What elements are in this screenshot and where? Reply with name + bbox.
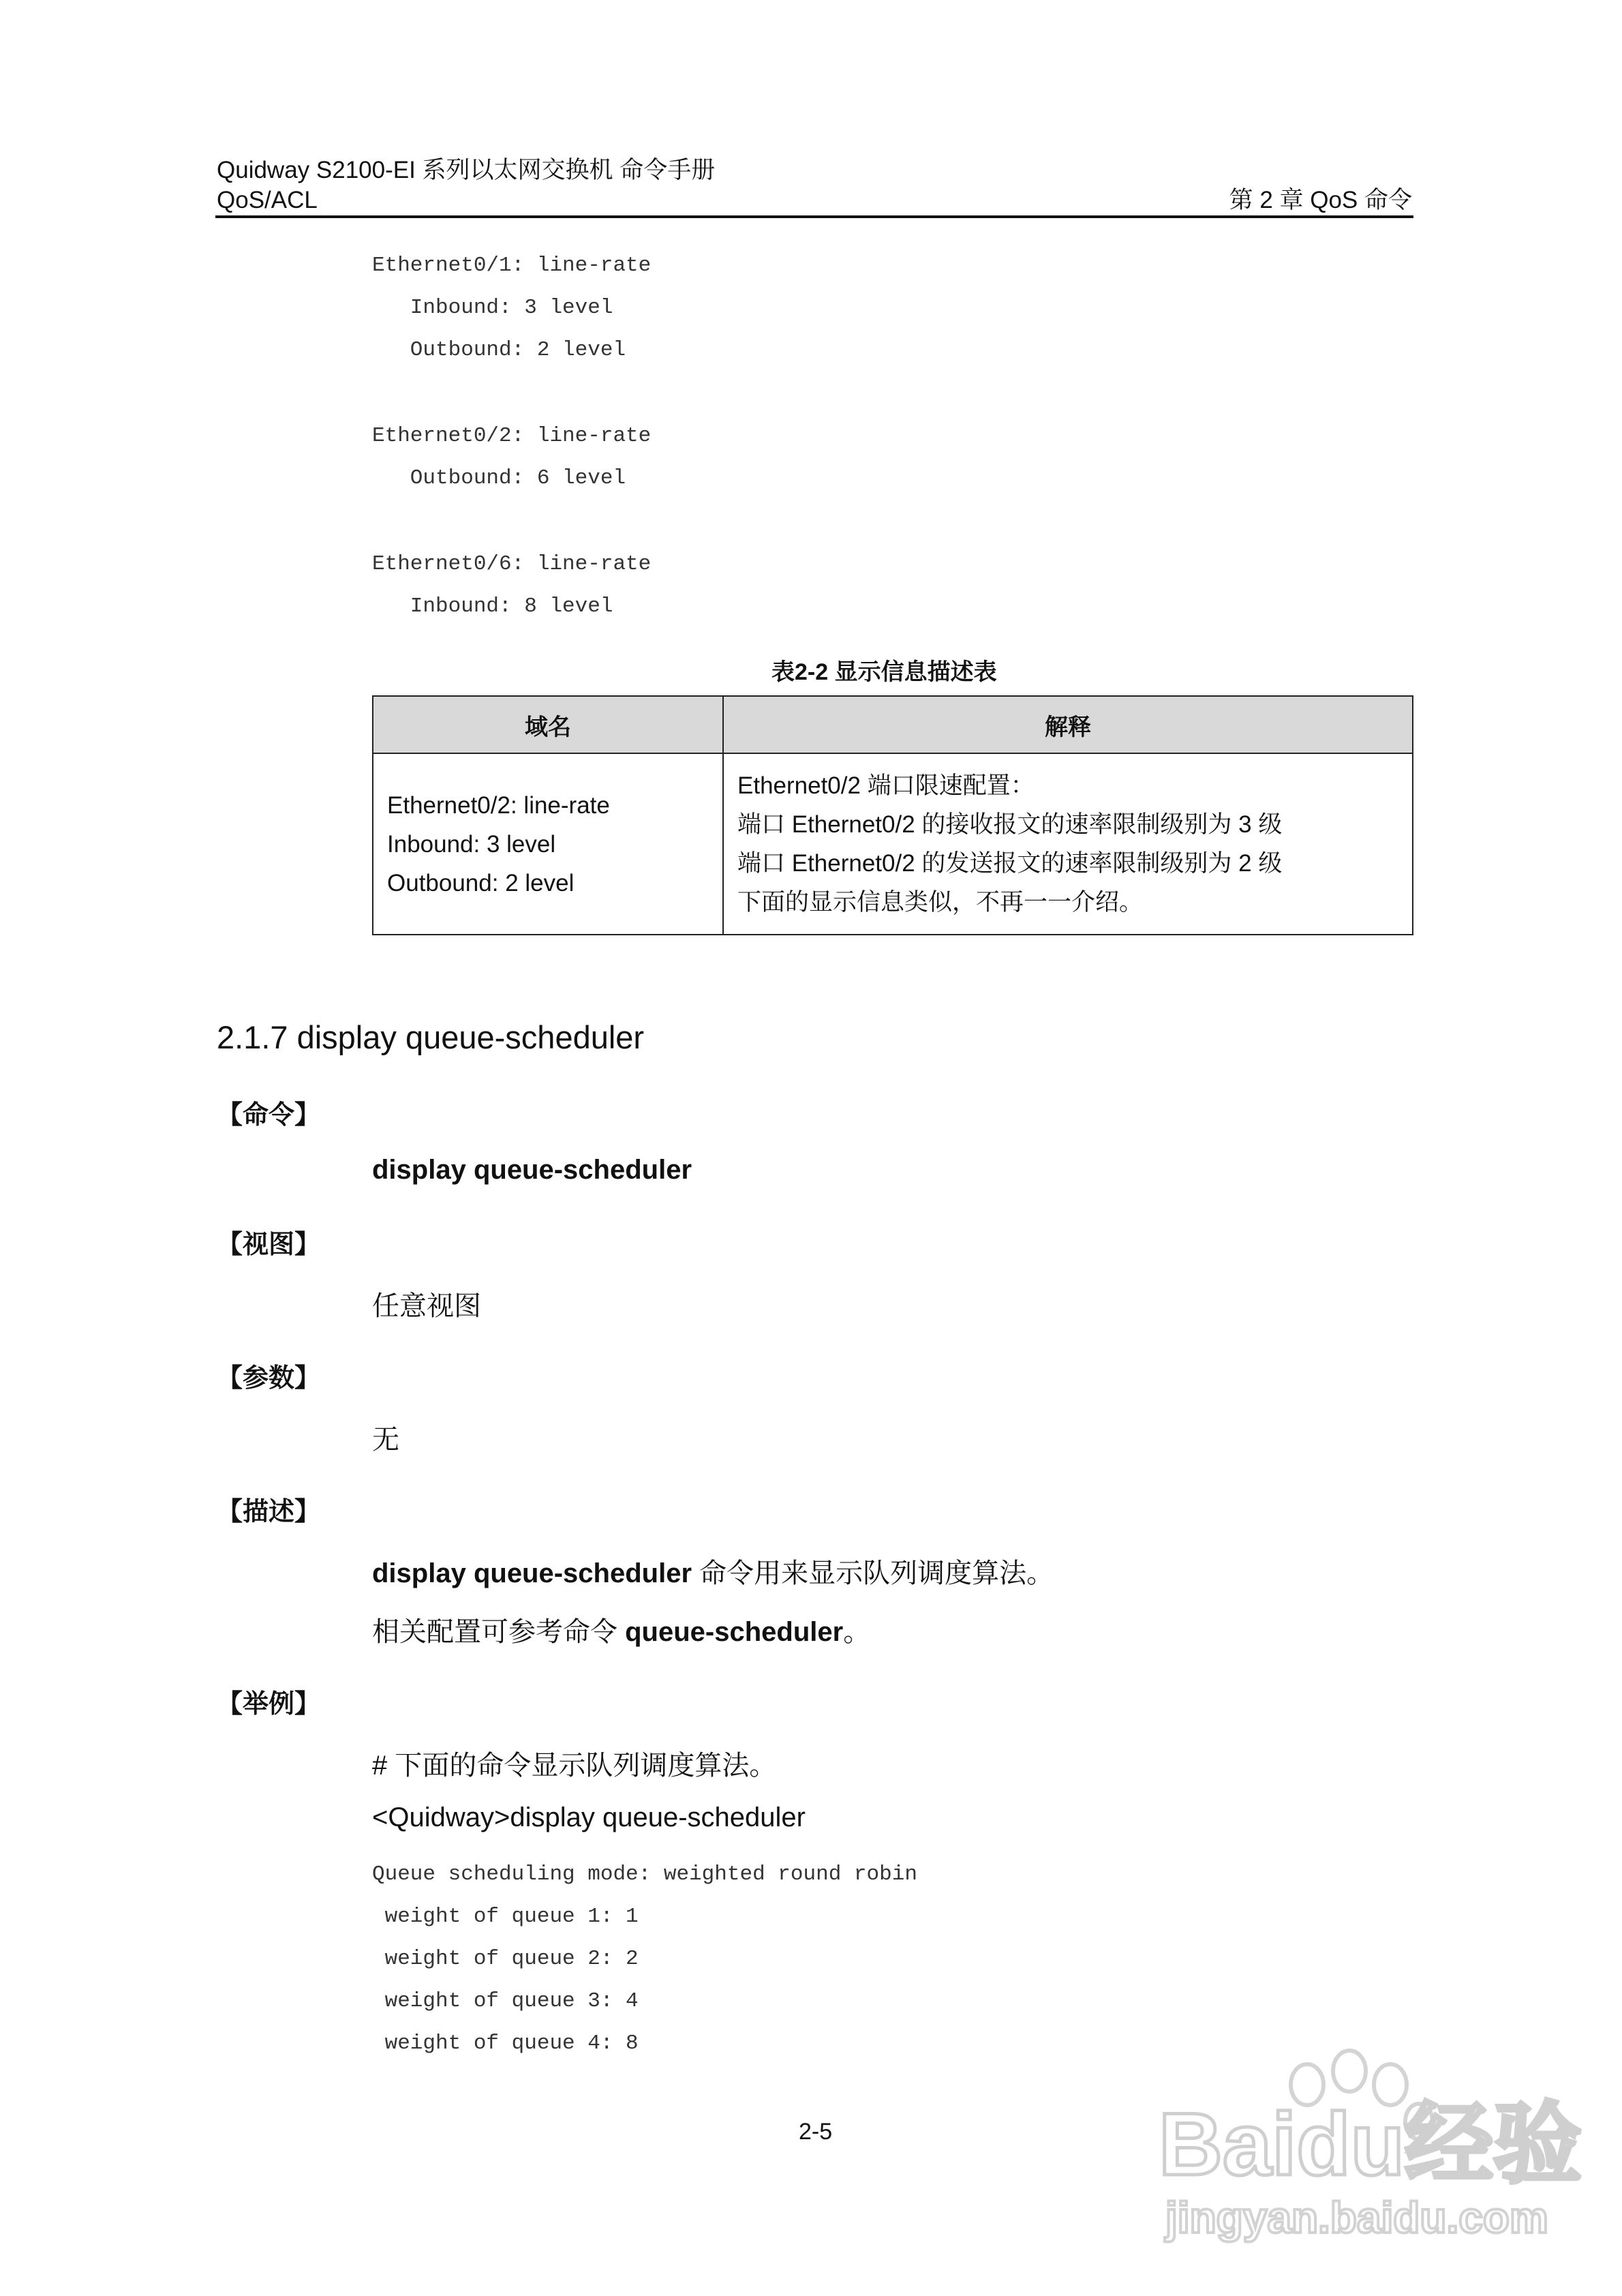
field-line: Ethernet0/2: line-rate <box>387 791 610 819</box>
example-label: 【举例】 <box>217 1690 321 1719</box>
field-line: Inbound: 3 level <box>387 830 556 858</box>
code-line: Outbound: 2 level <box>372 338 626 362</box>
related-paragraph <box>372 1610 870 1649</box>
code-line: weight of queue 4: 8 <box>372 2031 639 2055</box>
code-line: weight of queue 1: 1 <box>372 1905 639 1929</box>
code-line: Queue scheduling mode: weighted round robin <box>372 1862 917 1886</box>
table-header-row <box>373 696 1413 753</box>
field-line: Outbound: 2 level <box>387 869 575 896</box>
code-line: Outbound: 6 level <box>372 466 626 490</box>
code-line: Ethernet0/6: line-rate <box>372 552 652 576</box>
command-text: display queue-scheduler <box>372 1155 692 1185</box>
code-line: weight of queue 3: 4 <box>372 1989 639 2013</box>
description-table <box>372 695 1413 935</box>
related-suffix: 。 <box>843 1617 871 1647</box>
table-caption: 表2-2 显示信息描述表 <box>771 659 997 685</box>
desc-paragraph <box>372 1552 1054 1590</box>
watermark-brand: Baidu经验 <box>1159 2094 1582 2194</box>
code-line: Inbound: 3 level <box>372 296 613 320</box>
watermark-url: jingyan.baidu.com <box>1165 2193 1548 2242</box>
table-header-field: 域名 <box>373 696 723 753</box>
code-line: Ethernet0/1: line-rate <box>372 254 652 277</box>
table-cell-explain <box>723 753 1413 935</box>
header-title-line2: QoS/ACL <box>217 187 318 213</box>
params-label: 【参数】 <box>217 1364 321 1393</box>
header-title-line1: Quidway S2100-EI 系列以太网交换机 命令手册 <box>217 157 716 183</box>
related-command: queue-scheduler <box>625 1617 844 1647</box>
example-command: <Quidway>display queue-scheduler <box>372 1802 806 1832</box>
table-header-explain: 解释 <box>723 696 1413 753</box>
table-row <box>373 753 1413 935</box>
code-line: Inbound: 8 level <box>372 594 613 618</box>
header-chapter: 第 2 章 QoS 命令 <box>1229 187 1412 213</box>
view-label: 【视图】 <box>217 1230 321 1259</box>
explain-line: Ethernet0/2 端口限速配置： <box>737 772 1035 799</box>
desc-command: display queue-scheduler <box>372 1558 692 1588</box>
header-rule <box>215 215 1413 218</box>
desc-label: 【描述】 <box>217 1498 321 1526</box>
example-comment: # 下面的命令显示队列调度算法。 <box>372 1751 777 1781</box>
baidu-watermark <box>1152 2045 1582 2250</box>
explain-line: 端口 Ethernet0/2 的接收报文的速率限制级别为 3 级 <box>737 811 1283 838</box>
code-line: weight of queue 2: 2 <box>372 1947 639 1971</box>
command-label: 【命令】 <box>217 1101 321 1130</box>
view-text: 任意视图 <box>372 1291 481 1321</box>
page-header-title <box>217 155 715 215</box>
params-text: 无 <box>372 1425 399 1455</box>
related-prefix: 相关配置可参考命令 <box>372 1617 626 1647</box>
desc-text: 命令用来显示队列调度算法。 <box>692 1558 1054 1588</box>
explain-line: 下面的显示信息类似，不再一一介绍。 <box>737 889 1144 916</box>
code-line: Ethernet0/2: line-rate <box>372 424 652 448</box>
table-cell-field <box>373 753 723 935</box>
explain-line: 端口 Ethernet0/2 的发送报文的速率限制级别为 2 级 <box>737 850 1283 877</box>
page-number: 2-5 <box>799 2119 833 2145</box>
section-title: 2.1.7 display queue-scheduler <box>217 1019 645 1055</box>
